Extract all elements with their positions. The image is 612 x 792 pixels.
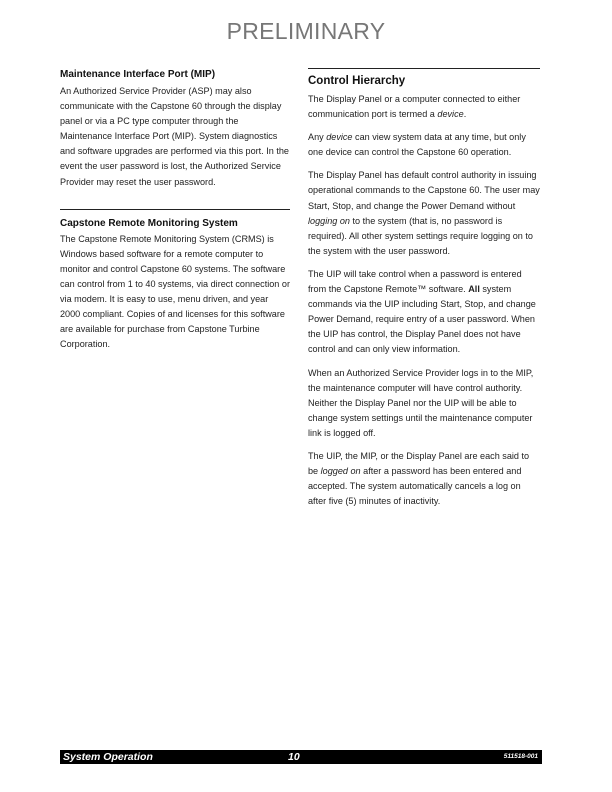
mip-heading: Maintenance Interface Port (MIP) xyxy=(60,69,216,80)
right-column xyxy=(308,68,540,509)
paragraph-device-definition xyxy=(308,92,540,122)
emphasis-logging-on: logging on xyxy=(308,215,350,226)
emphasis-device: device xyxy=(326,132,353,143)
mip-body: An Authorized Service Provider (ASP) may also communicate with the Capstone 60 through the display panel or via a PC type computer through the Maintenance Interface Port (MIP). System diagnostics and software upgrades are performed via this port. In the event the user password is lost, the Authorized Service Provider may reset the user password. xyxy=(60,86,289,187)
paragraph-device-access xyxy=(308,130,540,160)
mip-section xyxy=(60,68,290,190)
crms-heading: Capstone Remote Monitoring System xyxy=(60,217,238,229)
footer-section-title: System Operation xyxy=(63,751,153,763)
footer-page-number: 10 xyxy=(288,751,300,763)
paragraph-logged-on xyxy=(308,449,540,509)
paragraph-display-panel-authority xyxy=(308,168,540,259)
text-run: The Display Panel or a computer connected to either communication port is termed a xyxy=(308,94,521,120)
text-run: The Display Panel has default control authority in issuing operational commands to the Capstone 60. The user may Start, Stop, and change the Power Demand without xyxy=(308,170,540,211)
page-footer xyxy=(60,750,542,764)
text-run: system commands via the UIP including Start, Stop, and change Power Demand, require entry of a user password. When the UIP has control, the Display Panel does not have control and can only view information. xyxy=(308,284,536,355)
text-run: to the system (that is, no password is required). All other system settings require logging on to the system with the user password. xyxy=(308,215,533,256)
text-run: . xyxy=(463,109,467,120)
control-hierarchy-heading: Control Hierarchy xyxy=(308,75,406,87)
footer-document-number: 511518-001 xyxy=(503,753,538,760)
strong-all: All xyxy=(468,284,480,295)
crms-section xyxy=(60,217,290,353)
paragraph-uip-control xyxy=(308,267,540,358)
left-column xyxy=(60,68,290,352)
emphasis-device: device xyxy=(437,109,464,120)
text-run: The UIP, the MIP, or the Display Panel are each said to be xyxy=(308,450,530,477)
preliminary-watermark: PRELIMINARY xyxy=(226,18,386,44)
text-run: after a password has been entered and accepted. The system automatically cancels a log on after five (5) minutes of inactivity. xyxy=(308,466,522,507)
emphasis-logged-on: logged on xyxy=(320,466,361,477)
text-run: The UIP will take control when a password is entered from the Capstone Remote™ software. xyxy=(308,268,522,295)
paragraph-asp-mip: When an Authorized Service Provider logs in to the MIP, the maintenance computer will have control authority. Neither the Display Panel nor the UIP will be able to change system settings until the maintenance computer link is logged off. xyxy=(308,367,534,438)
text-run: can view system data at any time, but only one device can control the Capstone 60 operation. xyxy=(308,132,526,158)
crms-body: The Capstone Remote Monitoring System (CRMS) is Windows based software for a remote computer to monitor and control Capstone 60 systems. The software can control from 1 to 40 systems, via direct connection or via modem. It is easy to use, menu driven, and year 2000 compliant. Copies of and licenses for this software are available for purchase from Capstone Turbine Corporation. xyxy=(60,233,290,350)
text-run: Any xyxy=(308,132,327,143)
